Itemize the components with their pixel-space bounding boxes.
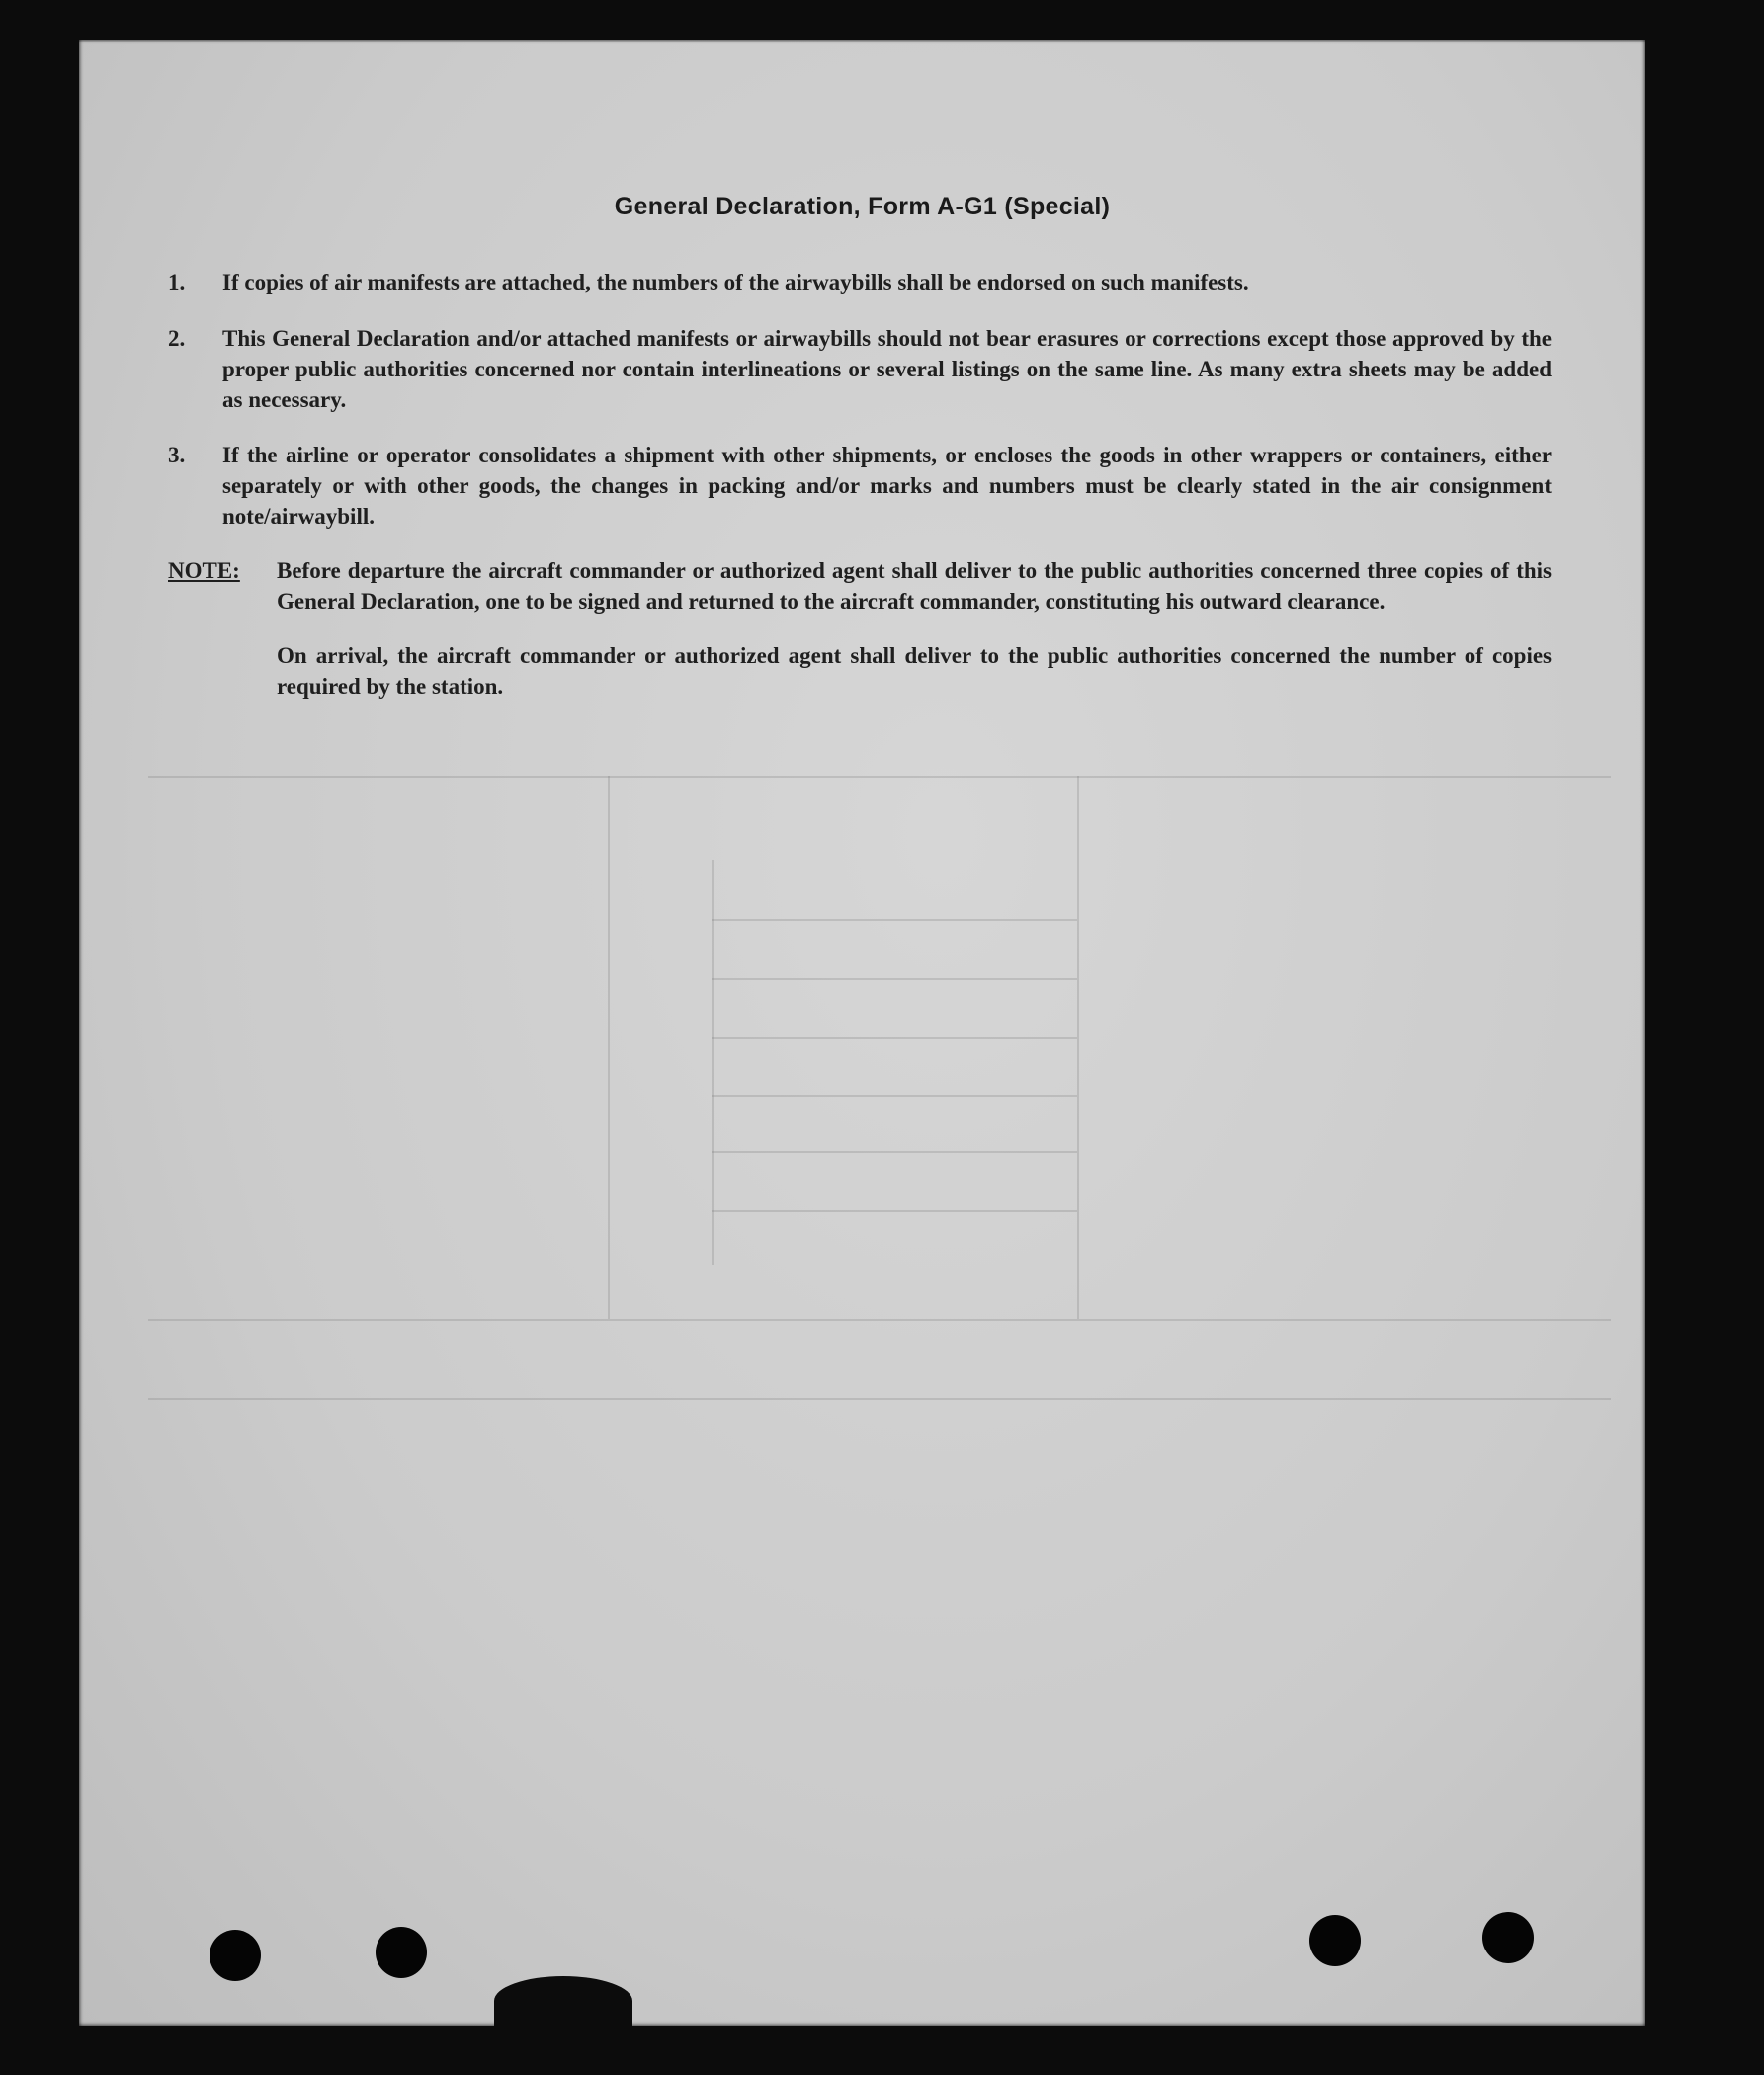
document-sheet bbox=[79, 40, 1645, 2026]
list-item bbox=[168, 267, 1552, 297]
item-number: 1. bbox=[168, 270, 186, 294]
note-paragraph-2: On arrival, the aircraft commander or authorized agent shall deliver to the public authorities concerned the number of copies required by the station. bbox=[277, 643, 1552, 699]
punch-hole bbox=[376, 1927, 427, 1978]
punch-hole bbox=[1482, 1912, 1534, 1963]
punch-hole bbox=[210, 1930, 261, 1981]
torn-edge bbox=[494, 1976, 632, 2026]
page-title: General Declaration, Form A-G1 (Special) bbox=[614, 193, 1111, 220]
note-paragraph bbox=[168, 555, 1552, 617]
instructions-list bbox=[168, 267, 1552, 297]
instructions-list bbox=[168, 323, 1552, 415]
list-item bbox=[168, 440, 1552, 532]
item-number: 2. bbox=[168, 326, 186, 351]
punch-hole bbox=[1309, 1915, 1361, 1966]
item-number: 3. bbox=[168, 443, 186, 467]
list-item bbox=[168, 323, 1552, 415]
instructions-list bbox=[168, 440, 1552, 532]
note-text: Before departure the aircraft commander or authorized agent shall deliver to the public authorities concerned three copies of this General Declaration, one to be signed and returned to the aircraft commander, constituting his outward clearance. bbox=[277, 558, 1552, 614]
item-text: If the airline or operator consolidates a shipment with other shipments, or encloses the goods in other wrappers or containers, either separately or with other goods, the changes in packing and/or marks and numbers must be clearly stated in the air consignment note/airwaybill. bbox=[222, 443, 1552, 529]
item-text: If copies of air manifests are attached, the numbers of the airwaybills shall be endorsed on such manifests. bbox=[222, 270, 1249, 294]
note-section bbox=[168, 555, 1552, 702]
note-label: NOTE: bbox=[168, 558, 240, 583]
item-text: This General Declaration and/or attached manifests or airwaybills should not bear erasures or corrections except those approved by the proper public authorities concerned nor contain interlineations or several listings on the same line. As many extra sheets may be added as necessary. bbox=[222, 326, 1552, 412]
